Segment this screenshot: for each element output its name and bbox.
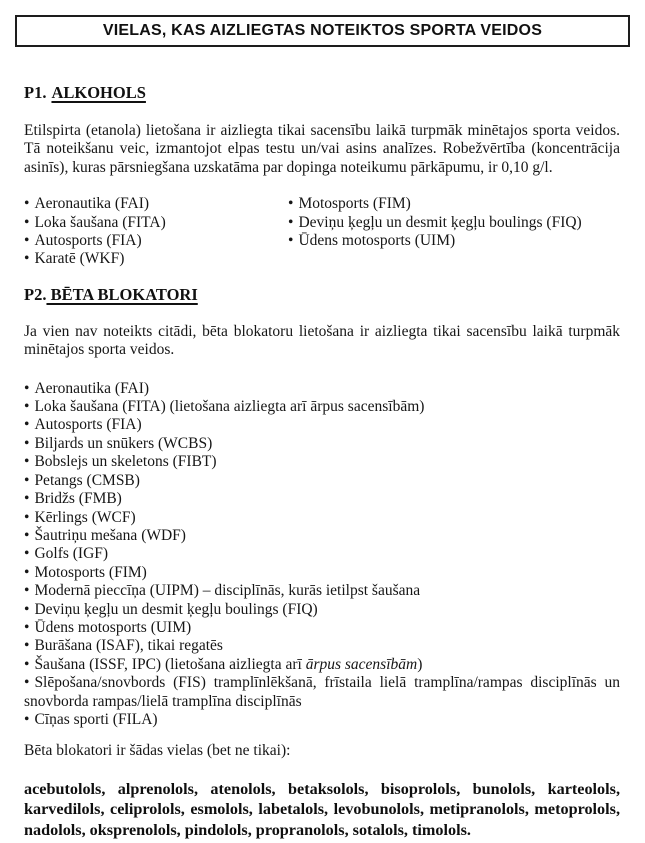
list-item-label: Karatē (WKF) <box>34 250 125 268</box>
list-item-label: Petangs (CMSB) <box>34 471 140 489</box>
list-item <box>24 250 288 268</box>
list-item <box>24 674 620 711</box>
list-item-label: Šaušana (ISSF, IPC) (lietošana aizliegta arī ārpus sacensībām) <box>34 655 423 673</box>
list-item-label: Modernā pieccīņa (UIPM) – disciplīnās, kurās ietilpst šaušana <box>34 582 421 600</box>
list-item-label: Loka šaušana (FITA) (lietošana aizliegta arī ārpus sacensībām) <box>34 398 425 416</box>
list-item <box>24 601 620 619</box>
section-p2-label: P2. <box>24 284 47 304</box>
bullet-icon: • <box>24 490 30 508</box>
list-item <box>24 232 288 250</box>
page-title: VIELAS, KAS AIZLIEGTAS NOTEIKTOS SPORTA VEIDOS <box>102 21 543 39</box>
list-item-label: Slēpošana/snovbords (FIS) tramplīnlēkšanā, frīstaila lielā tramplīna/rampas disciplīnās un snovborda rampas/lielā tramplīna disciplīnās <box>24 674 620 710</box>
title-box <box>15 15 630 47</box>
list-item-label: Golfs (IGF) <box>34 545 109 563</box>
list-item <box>24 472 620 490</box>
section-p1-label: P1. <box>24 83 47 102</box>
list-item <box>24 435 620 453</box>
bullet-icon: • <box>24 416 30 434</box>
p1-list-left <box>24 195 288 269</box>
p2-substances-list: acebutolols, alprenolols, atenolols, betaksolols, bisoprolols, bunolols, karteolols, karvedilols, celiprolols, esmolols, labetalols, levobunolols, metipranolols, metoprolols, nadolols, oksprenolols, pindolols, propranolols, sotalols, timolols. <box>24 779 620 839</box>
list-item-label: Deviņu ķegļu un desmit ķegļu boulings (FIQ) <box>298 213 582 231</box>
bullet-icon: • <box>24 508 30 526</box>
section-p2-title: BĒTA BLOKATORI <box>46 284 198 304</box>
bullet-icon: • <box>24 213 30 231</box>
list-item <box>24 656 620 674</box>
bullet-icon: • <box>24 674 30 692</box>
bullet-icon: • <box>24 655 30 673</box>
list-item-label: Autosports (FIA) <box>34 232 142 250</box>
p2-sport-list <box>24 380 620 730</box>
bullet-icon: • <box>24 600 30 618</box>
list-item-label: Bobslejs un skeletons (FIBT) <box>34 453 217 471</box>
list-item-label: Burāšana (ISAF), tikai regatēs <box>34 637 223 655</box>
bullet-icon: • <box>24 563 30 581</box>
list-item <box>24 214 288 232</box>
list-item-label: Aeronautika (FAI) <box>34 195 150 213</box>
list-item-label: Autosports (FIA) <box>34 416 142 434</box>
list-item-label: Šautriņu mešana (WDF) <box>34 526 186 544</box>
p1-paragraph: Etilspirta (etanola) lietošana ir aizliegta tikai sacensību laikā turpmāk minētajos sporta veidos. Tā noteikšanu veic, izmantojot elpas testu un/vai asins analīzes. Robežvērtība (koncentrācija asinīs), kuras pārsniegšana uzskatāma par dopinga noteikumu pārkāpumu, ir 0,10 g/l. <box>24 122 620 176</box>
list-item <box>24 545 620 563</box>
list-item <box>24 453 620 471</box>
list-item <box>24 527 620 545</box>
bullet-icon: • <box>24 618 30 636</box>
list-item <box>24 711 620 729</box>
section-p1-title: ALKOHOLS <box>51 83 146 102</box>
list-item <box>24 195 288 213</box>
section-p1-heading <box>24 83 620 102</box>
list-item-label: Cīņas sporti (FILA) <box>34 710 158 728</box>
list-item-label: Motosports (FIM) <box>34 563 147 581</box>
list-item <box>24 490 620 508</box>
p1-list-right <box>288 195 620 269</box>
p1-sport-lists <box>24 195 620 269</box>
bullet-icon: • <box>288 232 294 250</box>
p2-note: Bēta blokatori ir šādas vielas (bet ne tikai): <box>24 742 291 760</box>
list-item-label: Aeronautika (FAI) <box>34 379 150 397</box>
bullet-icon: • <box>24 434 30 452</box>
list-item-label: Deviņu ķegļu un desmit ķegļu boulings (FIQ) <box>34 600 318 618</box>
bullet-icon: • <box>24 637 30 655</box>
list-item <box>24 398 620 416</box>
bullet-icon: • <box>24 195 30 213</box>
list-item-label: Biljards un snūkers (WCBS) <box>34 434 213 452</box>
list-item <box>24 619 620 637</box>
list-item <box>288 195 620 213</box>
bullet-icon: • <box>24 379 30 397</box>
bullet-icon: • <box>24 250 30 268</box>
list-item <box>24 509 620 527</box>
bullet-icon: • <box>24 582 30 600</box>
list-item <box>24 380 620 398</box>
p2-paragraph: Ja vien nav noteikts citādi, bēta blokatoru lietošana ir aizliegta tikai sacensību laikā turpmāk minētajos sporta veidos. <box>24 322 620 359</box>
bullet-icon: • <box>24 545 30 563</box>
list-item <box>24 416 620 434</box>
list-item <box>24 564 620 582</box>
list-item-label: Motosports (FIM) <box>298 195 411 213</box>
bullet-icon: • <box>24 232 30 250</box>
list-item <box>24 637 620 655</box>
bullet-icon: • <box>24 471 30 489</box>
document-content <box>24 83 620 841</box>
list-item-label: Kērlings (WCF) <box>34 508 136 526</box>
bullet-icon: • <box>24 398 30 416</box>
bullet-icon: • <box>288 195 294 213</box>
list-item-label: Ūdens motosports (UIM) <box>298 232 456 250</box>
list-item-label: Ūdens motosports (UIM) <box>34 618 192 636</box>
list-item <box>288 232 620 250</box>
list-item-label: Loka šaušana (FITA) <box>34 213 166 231</box>
bullet-icon: • <box>288 213 294 231</box>
list-item <box>24 582 620 600</box>
section-p2-heading <box>24 285 620 304</box>
list-item <box>288 214 620 232</box>
bullet-icon: • <box>24 526 30 544</box>
bullet-icon: • <box>24 453 30 471</box>
bullet-icon: • <box>24 710 30 728</box>
list-item-label: Bridžs (FMB) <box>34 490 122 508</box>
